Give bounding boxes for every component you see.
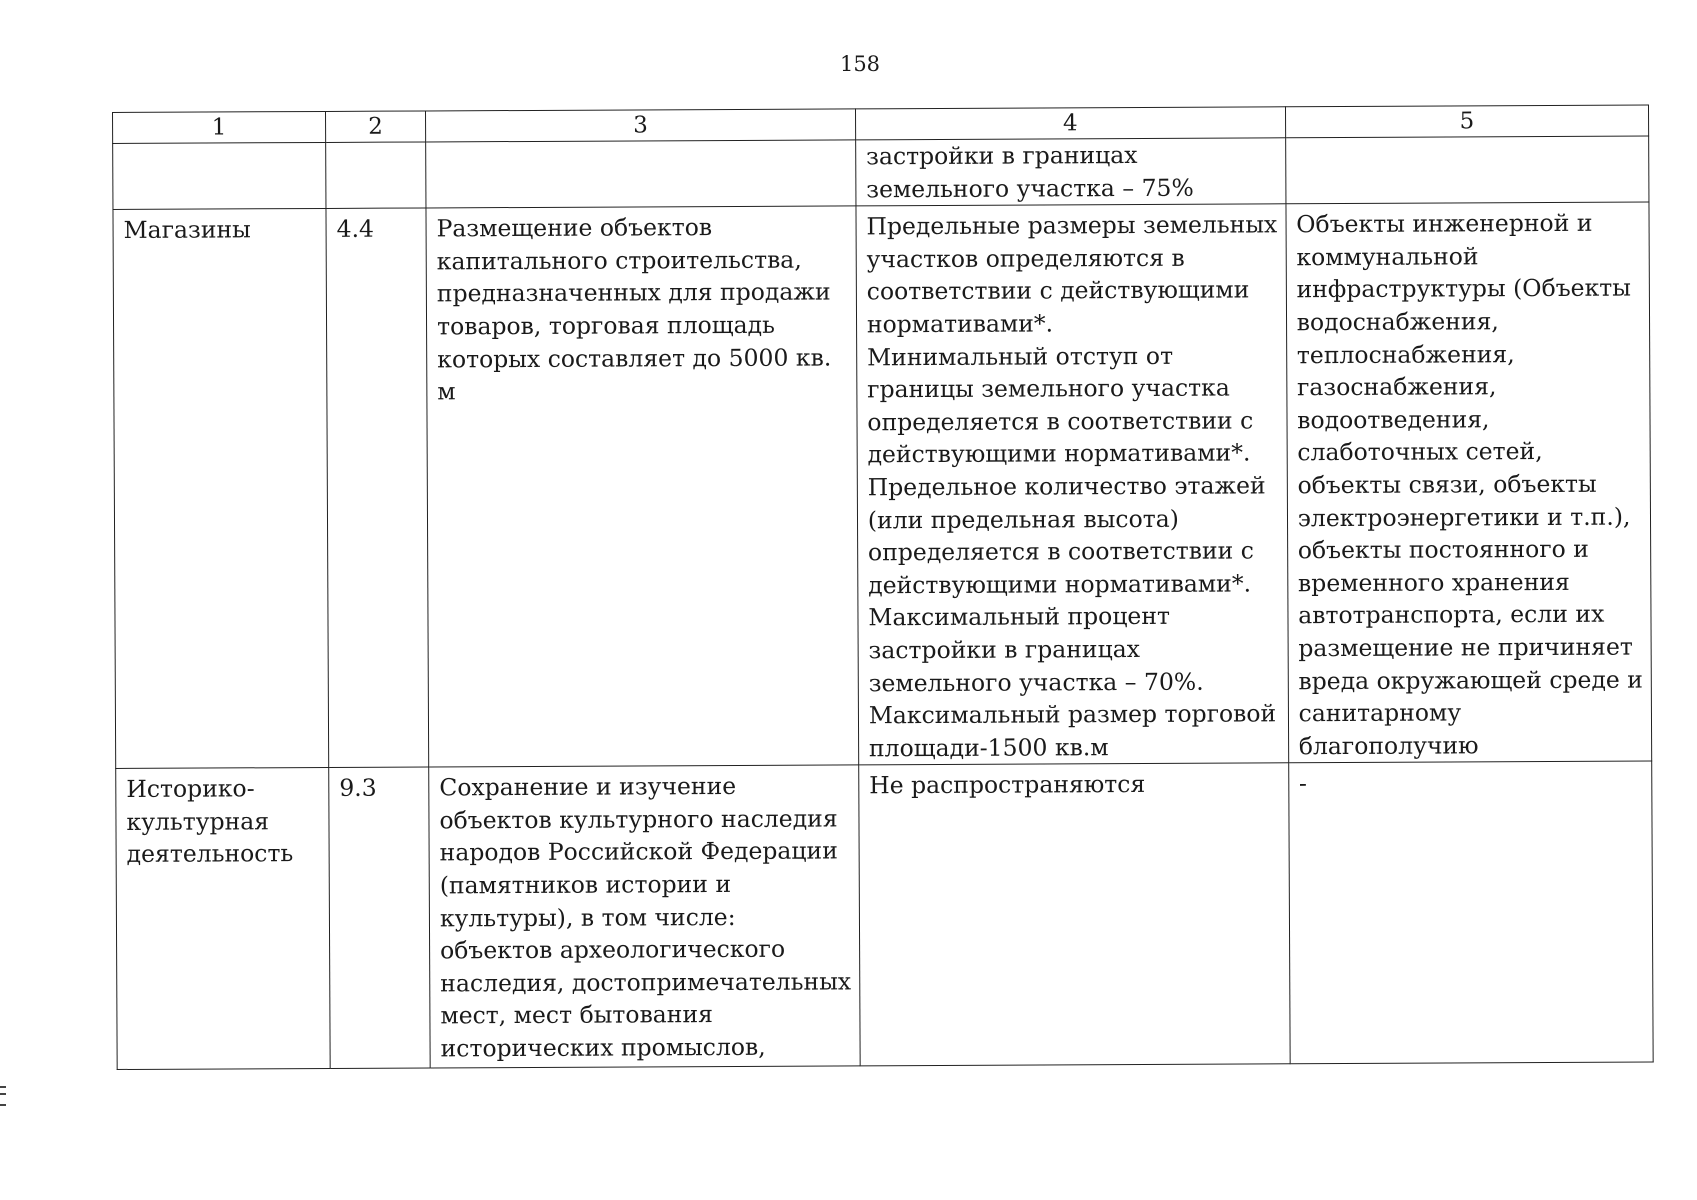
- scan-edge-mark: [0, 1086, 6, 1106]
- text-line: вреда окружающей среде и: [1298, 665, 1643, 695]
- text-line: Максимальный процент: [868, 602, 1171, 632]
- text-line: санитарному: [1298, 698, 1462, 728]
- text-line: народов Российской Федерации: [439, 836, 838, 867]
- text-line: объекты связи, объекты: [1297, 469, 1597, 500]
- text-line: размещение не причиняет: [1298, 632, 1633, 663]
- text-line: застройки в границах: [868, 634, 1141, 665]
- land-use-table: [112, 104, 1654, 1070]
- text-line: деятельность: [126, 839, 294, 869]
- text-line: наследия, достопримечательных: [440, 967, 852, 998]
- continuation-cell-3: [426, 140, 856, 208]
- text-line: Не распространяются: [869, 770, 1146, 800]
- text-line: Объекты инженерной и: [1296, 208, 1593, 239]
- text-line: культурная: [126, 807, 270, 836]
- column-header-1: 1: [113, 111, 326, 143]
- continuation-cell-1: [113, 142, 326, 209]
- use-name: Магазины: [123, 215, 251, 245]
- text-line: земельного участка – 75%: [866, 173, 1194, 203]
- text-line: соответствии с действующими: [866, 275, 1250, 306]
- use-name-cell: [116, 768, 330, 1070]
- table-row-continuation: [113, 136, 1649, 210]
- text-line: м: [437, 377, 456, 406]
- column-header-4: 4: [855, 107, 1285, 140]
- continuation-cell-2: [326, 142, 426, 209]
- text-line: газоснабжения,: [1296, 372, 1497, 402]
- text-line: Минимальный отступ от: [866, 341, 1174, 371]
- text-line: Предельное количество этажей: [867, 471, 1266, 502]
- table-row: [116, 761, 1654, 1070]
- text-line: Размещение объектов: [436, 213, 713, 243]
- text-line: Сохранение и изучение: [439, 772, 737, 802]
- text-line: Предельные размеры земельных: [866, 210, 1278, 241]
- text-line: границы земельного участка: [867, 373, 1230, 404]
- text-line: площади-1500 кв.м: [868, 732, 1109, 762]
- text-line: культуры), в том числе:: [439, 902, 736, 933]
- auxiliary-uses-cell: [1286, 202, 1652, 763]
- use-code-cell: [326, 208, 429, 768]
- text-line: (памятников истории и: [439, 870, 732, 900]
- text-line: Историко-: [126, 774, 255, 804]
- text-line: предназначенных для продажи: [436, 277, 831, 308]
- text-line: объектов археологического: [440, 934, 786, 965]
- text-line: объекты постоянного и: [1297, 534, 1589, 565]
- text-line: действующими нормативами*.: [868, 569, 1252, 600]
- text-line: мест, мест бытования: [440, 1000, 713, 1030]
- text-line: теплоснабжения,: [1296, 339, 1515, 369]
- use-code-cell: [329, 767, 430, 1068]
- parameters-cell: [856, 204, 1289, 765]
- text-line: водоотведения,: [1297, 405, 1490, 434]
- use-code: 9.3: [339, 773, 377, 803]
- text-line: инфраструктуры (Объекты: [1296, 273, 1632, 304]
- column-header-2: 2: [325, 111, 425, 142]
- text-line: временного хранения: [1297, 567, 1570, 597]
- text-line: коммунальной: [1296, 242, 1479, 271]
- text-line: (или предельная высота): [867, 504, 1179, 534]
- use-code: 4.4: [336, 214, 375, 244]
- auxiliary-uses-cell: [1288, 761, 1653, 1064]
- column-header-3: 3: [425, 109, 855, 142]
- continuation-cell-5: [1285, 136, 1649, 204]
- text-line: слаботочных сетей,: [1297, 437, 1543, 467]
- text-line: -: [1298, 769, 1308, 798]
- text-line: определяется в соответствии с: [867, 536, 1254, 567]
- use-description-cell: [426, 206, 859, 767]
- use-description-cell: [429, 765, 860, 1068]
- text-line: электроэнергетики и т.п.),: [1297, 502, 1631, 532]
- text-line: которых составляет до 5000 кв.: [437, 343, 832, 373]
- column-header-5: 5: [1285, 105, 1649, 138]
- continuation-cell-parameters: [856, 138, 1286, 206]
- use-name-cell: [113, 209, 329, 769]
- text-line: водоснабжения,: [1296, 307, 1499, 337]
- text-line: товаров, торговая площадь: [436, 310, 775, 341]
- text-line: автотранспорта, если их: [1298, 600, 1605, 630]
- text-line: земельного участка – 70%.: [868, 667, 1204, 697]
- table-row: [113, 202, 1652, 769]
- text-line: благополучию: [1298, 731, 1479, 760]
- page-number: 158: [839, 52, 881, 76]
- text-line: нормативами*.: [866, 309, 1054, 339]
- text-line: капитального строительства,: [436, 245, 802, 276]
- text-line: определяется в соответствии с: [867, 406, 1254, 437]
- text-line: участков определяются в: [866, 243, 1185, 274]
- text-line: объектов культурного наследия: [439, 804, 838, 835]
- parameters-cell: [859, 763, 1290, 1066]
- text-line: застройки в границах: [866, 140, 1138, 171]
- text-line: действующими нормативами*.: [867, 438, 1251, 469]
- text-line: исторических промыслов,: [440, 1032, 766, 1063]
- text-line: Максимальный размер торговой: [868, 699, 1277, 730]
